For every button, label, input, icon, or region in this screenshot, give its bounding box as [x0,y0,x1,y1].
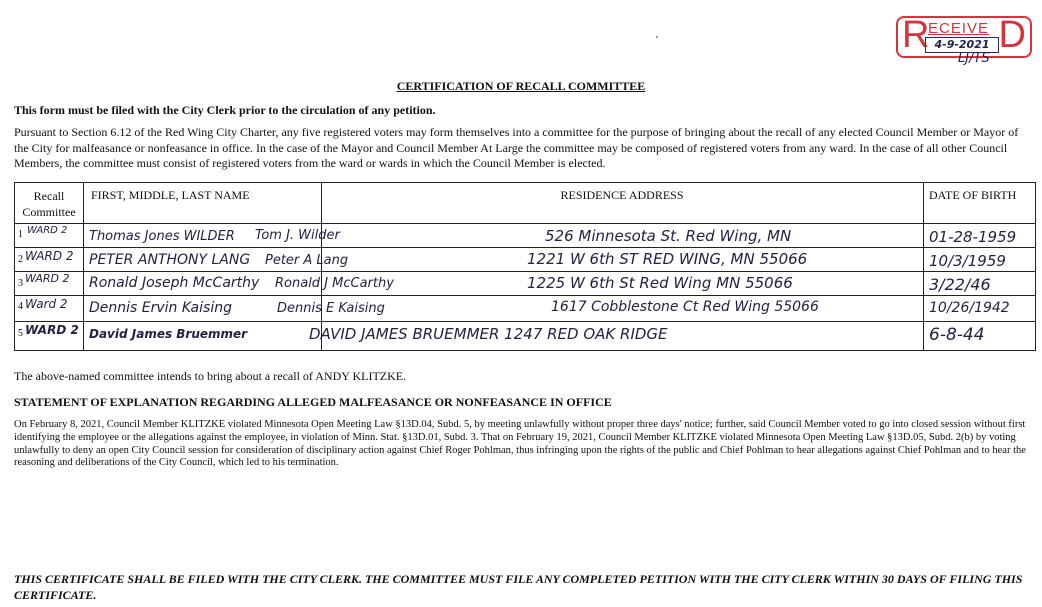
committee-table [14,182,1036,351]
row-dob: 01-28-1959 [929,228,1017,246]
table-divider [923,183,924,350]
filing-notice: This form must be filed with the City Clerk prior to the circulation of any petition. [14,103,436,117]
header-address: RESIDENCE ADDRESS [560,188,684,202]
scan-speck [656,36,658,38]
table-divider [15,247,1035,248]
row-ward: WARD 2 [25,272,70,285]
row-ward: WARD 2 [27,225,68,236]
row-ward: WARD 2 [25,249,74,263]
row-printed-name: PETER ANTHONY LANG [89,252,251,268]
recall-target-line: The above-named committee intends to bring about a recall of ANDY KLITZKE. [14,369,407,383]
row-ward: Ward 2 [25,297,68,311]
table-divider [15,271,1035,272]
header-name: FIRST, MIDDLE, LAST NAME [91,188,250,202]
stamp-word: ECEIVE [928,20,990,37]
row-printed-name: Ronald Joseph McCarthy [89,275,260,291]
row-signature: Tom J. Wilder [255,228,340,243]
row-dob: 10/26/1942 [929,300,1010,316]
row-dob: 10/3/1959 [929,252,1006,270]
intro-paragraph: Pursuant to Section 6.12 of the Red Wing City Charter, any five registered voters may form themselves into a committee for the purpose of bringing about the recall of any elected Council Member or Mayor of the City for malfeasance or nonfeasance in office. In the case of the Mayor and Council Member At Large the committee may be composed of registered voters from any ward. In the case of all other Council Members, the committee must consist of registered voters from the ward or wards in which the Council Member is elected. [14,125,1019,170]
row-signature: Peter A Lang [265,253,349,268]
row-signature: David James Bruemmer [89,327,248,341]
row-signature: Ronald J McCarthy [275,276,394,291]
stamp-letter-d: D [998,14,1026,56]
row-number: 3 [18,278,23,289]
row-address: 1617 Cobblestone Ct Red Wing 55066 [551,299,819,315]
table-divider [15,321,1035,322]
stamp-initials: LJ/TS [958,51,990,66]
row-printed-name: Dennis Ervin Kaising [89,300,232,316]
page-title: CERTIFICATION OF RECALL COMMITTEE [396,79,646,93]
row-number: 5 [18,328,23,339]
statement-heading: STATEMENT OF EXPLANATION REGARDING ALLEGED MALFEASANCE OR NONFEASANCE IN OFFICE [14,395,612,409]
row-dob: 3/22/46 [929,275,991,294]
header-dob: DATE OF BIRTH [929,188,1017,202]
row-number: 2 [18,254,23,265]
row-printed-name: Thomas Jones WILDER [89,229,235,244]
stamp-letter-r: R [902,14,930,56]
statement-paragraph: On February 8, 2021, Council Member KLITZKE violated Minnesota Open Meeting Law §13D.04, Subd. 5, by meeting unlawfully without proper three days' notice; further, said Council Member voted to go into closed session without first identifying the employee or the allegations against the employee, in violation of Minn. Stat. §13D.01, Subd. 3. That on February 19, 2021, Council Member KLITZKE violated Minnesota Open Meeting Law §13D.05, Subd. 2(b) by voting unlawfully to deny an open City Council session for consideration of disciplinary action against Chief Roger Pohlman, thus infringing upon the rights of the public and Chief Pohlman to hear allegations against Chief Pohlman and to hear the reasoning and deliberations of the City Council, which led to his termination. [14,419,1026,469]
header-recall: Recall Committee [22,189,76,219]
row-address: 1221 W 6th ST RED WING, MN 55066 [527,250,808,268]
row-ward: WARD 2 [25,323,79,337]
row-address: DAVID JAMES BRUEMMER 1247 RED OAK RIDGE [309,325,668,343]
footer-notice: THIS CERTIFICATE SHALL BE FILED WITH THE CITY CLERK. THE COMMITTEE MUST FILE ANY COMPLETED PETITION WITH THE CITY CLERK WITHIN 30 DAYS OF FILING THIS CERTIFICATE. [14,572,1023,602]
row-address: 1225 W 6th St Red Wing MN 55066 [527,274,793,292]
row-number: 1 [18,229,23,240]
row-dob: 6-8-44 [929,325,985,345]
table-divider [83,183,84,350]
row-number: 4 [18,301,23,312]
row-address: 526 Minnesota St. Red Wing, MN [545,227,792,245]
table-divider [15,223,1035,224]
stamp-date: 4-9-2021 [925,37,999,53]
table-divider [15,295,1035,296]
row-signature: Dennis E Kaising [277,301,385,316]
